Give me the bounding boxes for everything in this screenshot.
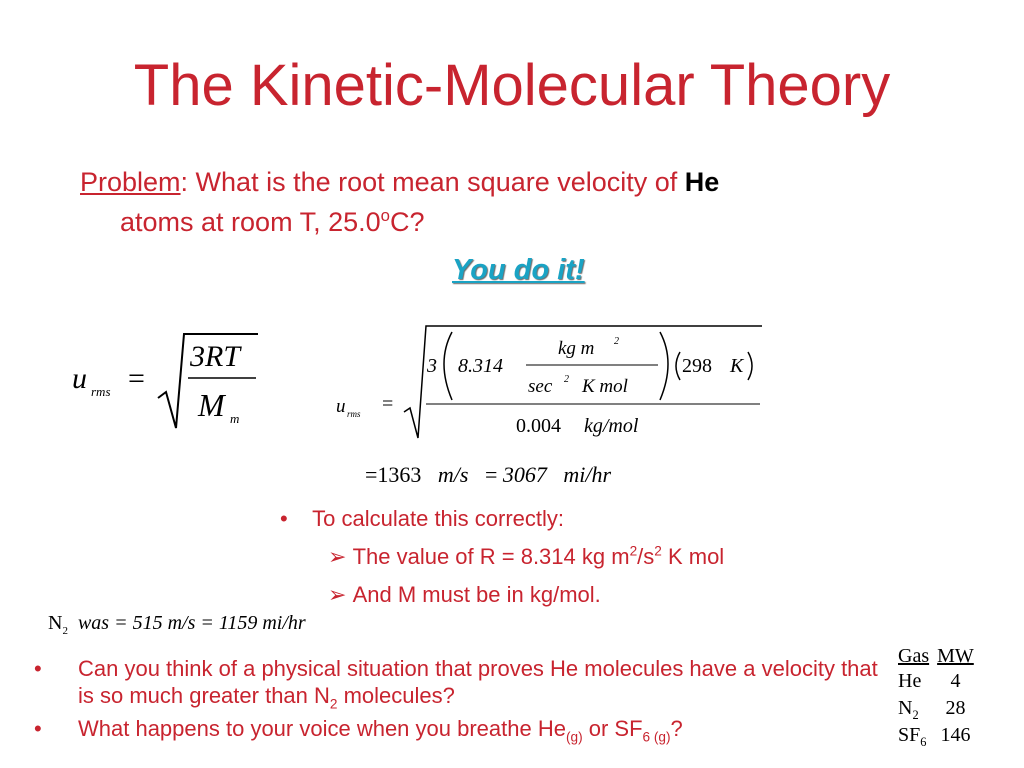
equals-sign: =	[128, 362, 145, 395]
result-speed: 1363	[377, 462, 422, 487]
table-cell-gas	[894, 668, 933, 695]
bullet-dot-icon: •	[34, 716, 42, 741]
rms-formula-general	[70, 322, 270, 432]
result-alt-unit: mi/hr	[563, 462, 612, 487]
temperature-unit: K	[730, 355, 744, 377]
sub-bullet-2-text: And M must be in kg/mol.	[352, 582, 601, 607]
molar-mass-value: 0.004	[516, 415, 561, 437]
gas-name: He	[898, 670, 922, 692]
question-2-text-a: What happens to your voice when you breathe He	[78, 716, 566, 741]
table-header-mw: MW	[937, 645, 974, 667]
unit-denominator-exp: 2	[564, 374, 569, 385]
result-speed-unit: m/s	[437, 462, 469, 487]
question-2	[30, 715, 890, 745]
right-small-paren	[748, 352, 752, 380]
question-2-subscript-2: 6 (g)	[642, 729, 671, 745]
sub-bullet-1-text-a: The value of R = 8.314 kg m	[352, 544, 630, 569]
result-equals-1: =	[365, 462, 378, 487]
n2-symbol: N	[48, 612, 63, 634]
gas-name: N	[898, 697, 913, 719]
temperature-value: 298	[682, 355, 712, 377]
question-2-text-c: ?	[670, 716, 683, 741]
gas-name: SF	[898, 724, 921, 746]
gas-subscript: 2	[912, 708, 919, 722]
n2-speed-text: was = 515 m/s = 1159 mi/hr	[77, 612, 306, 634]
factor-three: 3	[427, 355, 437, 377]
question-1	[30, 655, 890, 712]
result-equals-2: =	[484, 462, 498, 487]
sub-bullet-1-text-b: /s	[637, 544, 655, 569]
result-alt: 3067	[502, 462, 547, 487]
bullet-main	[280, 506, 724, 544]
table-cell-mw: 28	[945, 697, 966, 719]
table-cell-mw: 146	[940, 724, 971, 746]
unit-numerator: kg m	[558, 338, 595, 359]
problem-statement	[80, 162, 940, 242]
unit-denominator-kmol: K mol	[582, 376, 628, 397]
table-cell-gas	[894, 695, 933, 722]
rms-formula-numeric	[330, 322, 770, 442]
problem-text-1: : What is the root mean square velocity of	[180, 167, 685, 197]
table-row	[894, 722, 978, 749]
rms-subscript-2: rms	[347, 409, 361, 419]
question-2-subscript-1: (g)	[565, 729, 583, 745]
arrow-bullet-icon: ➢	[328, 582, 347, 607]
question-1-subscript: 2	[329, 696, 338, 712]
question-1-text-b: molecules?	[337, 683, 455, 708]
bullet-dot-icon: •	[280, 506, 288, 531]
table-cell-gas	[894, 722, 933, 749]
sub-bullet-1-text-c: K mol	[661, 544, 725, 569]
table-cell-mw: 4	[950, 670, 961, 692]
question-1-text-a: Can you think of a physical situation that proves He molecules have a velocity that is so much greater than N	[78, 656, 878, 708]
gas-subscript: 6	[920, 735, 927, 749]
numerator-3rt: 3RT	[190, 340, 241, 373]
u-symbol: u	[72, 362, 87, 395]
denominator-m: M	[198, 387, 225, 423]
problem-bold-he: He	[684, 167, 720, 197]
bullet-dot-icon: •	[34, 656, 42, 681]
question-2-text-b: or SF	[582, 716, 643, 741]
sub-bullet-1-exp-2: 2	[654, 543, 662, 559]
degree-symbol: o	[380, 206, 390, 225]
right-big-paren	[660, 332, 668, 400]
slide-title: The Kinetic-Molecular Theory	[133, 53, 891, 118]
calculation-notes	[280, 506, 724, 620]
discussion-questions	[30, 655, 890, 748]
sub-bullet-2	[280, 582, 724, 620]
problem-text-2: atoms at room T, 25.0	[120, 207, 381, 237]
left-big-paren	[444, 332, 452, 400]
molar-mass-table	[894, 645, 978, 749]
equals-sign-2: =	[382, 393, 394, 415]
table-header-row	[894, 645, 978, 668]
you-do-it-prompt: You do it!	[452, 254, 585, 286]
problem-label: Problem	[80, 167, 181, 197]
unit-denominator-sec: sec	[528, 376, 553, 397]
m-subscript: m	[230, 411, 240, 426]
n2-subscript: 2	[62, 625, 68, 637]
bullet-main-text: To calculate this correctly:	[312, 506, 565, 531]
result-line	[365, 462, 611, 488]
table-row	[894, 695, 978, 722]
table-row	[894, 668, 978, 695]
problem-line-2	[80, 202, 940, 242]
molar-mass-unit: kg/mol	[584, 415, 639, 437]
table-header-gas: Gas	[898, 645, 930, 667]
rms-subscript: rms	[91, 384, 111, 399]
arrow-bullet-icon: ➢	[328, 544, 347, 569]
problem-text-3: C?	[389, 207, 425, 237]
problem-line-1	[80, 162, 940, 202]
unit-numerator-exp: 2	[614, 336, 619, 347]
u-symbol-2: u	[336, 396, 346, 417]
r-value: 8.314	[458, 355, 503, 377]
sub-bullet-1-exp-1: 2	[629, 543, 638, 559]
n2-speed-line	[48, 612, 306, 635]
sub-bullet-1	[280, 544, 724, 582]
left-small-paren	[676, 352, 680, 380]
